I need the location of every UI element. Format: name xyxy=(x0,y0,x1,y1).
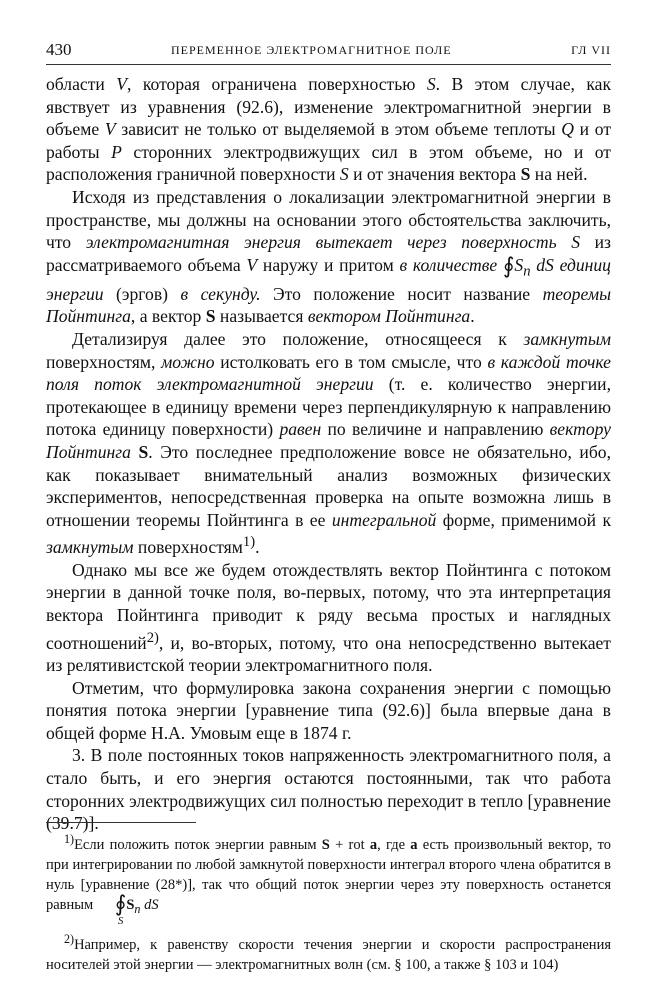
footnotes xyxy=(46,822,611,985)
contour-integral-icon: ∮ xyxy=(114,890,127,916)
page-number: 430 xyxy=(46,40,72,59)
paragraph-4: Однако мы все же будем отождествлять вектор Пойнтинга с потоком энергии в данной точке поля, во-первых, потому, что эта интерпретация вектора Пойнтинга приводит к ряду весьма простых и наглядных соотношений$^{2)}$, и, во-вторых, потому, что она непосредственно вытекает из релятивистской теории электромагнитного поля. xyxy=(46,559,611,676)
footnote-ref-2[interactable]: 2) xyxy=(146,629,159,646)
footnote-2: $^{2)}$Например, к равенству скорости течения энергии и скорости распространения носителей этой энергии — электромагнитных волн (см. § 100, а также § 103 и 104) xyxy=(46,931,611,973)
page-header xyxy=(46,38,611,65)
contour-integral-icon: ∮ xyxy=(502,252,515,278)
paragraph-6: 3. В поле постоянных токов напряженность электромагнитного поля, а стало быть, и его энергия остаются постоянными, так что работа сторонних электродвижущих сил полностью переходит в тепло [уравнение (39.7)]. xyxy=(46,745,611,834)
chapter-label: ГЛ VII xyxy=(571,43,611,57)
paragraph-5: Отметим, что формулировка закона сохранения энергии с помощью понятия потока энергии [уравнение типа (92.6)] была впервые дана в общей форме Н.А. Умовым еще в 1874 г. xyxy=(46,677,611,743)
paragraph-3: Детализируя далее это положение, относящееся к замкнутым поверхностям, можно истолковать его в том смысле, что в каждой точке поля поток электромагнитной энергии (т. е. количество энергии, протекающее в единицу времени через перпендикулярную к направлению потока единицу поверхности) равен по величине и направлению вектору Пойнтинга S. Это последнее предположение вовсе не обязательно, ибо, как показывает внимательный анализ возможных физических экспериментов, непосредственная проверка на опыте возможна лишь в отношении теоремы Пойнтинга в ее интегральной форме, применимой к замкнутым поверхностям$^{1)}$. xyxy=(46,329,611,558)
paragraph-1: области V, которая ограничена поверхностью S. В этом случае, как явствует из уравнения (92.6), изменение электромагнитной энергии в объеме V зависит не только от выделяемой в этом объеме теплоты Q и от работы P сторонних электродвижущих сил в этом объеме, но и от расположения граничной поверхности S и от значения вектора S на ней. xyxy=(46,74,612,185)
running-title: ПЕРЕМЕННОЕ ЭЛЕКТРОМАГНИТНОЕ ПОЛЕ xyxy=(171,43,452,57)
footnote-1: $^{1)}$Если положить поток энергии равным S + rot a, где a есть произвольный вектор, то при интегрировании по любой замкнутой поверхности интеграл второго члена обратится в нуль [уравнение (28*)], так что общий поток энергии через эту поверхность останется равным ∮ S $S_n$ dS xyxy=(46,832,611,927)
footnote-ref-1[interactable]: 1) xyxy=(242,534,256,551)
main-text xyxy=(46,73,611,835)
paragraph-2: Исходя из представления о локализации электромагнитной энергии в пространстве, мы должны на основании этого обстоятельства заключить, что электромагнитная энергия вытекает через поверхность S из рассматриваемого объема V наружу и притом в количестве $∮S_n$ dS единиц энергии (эргов) в секунду. Это положение носит название теоремы Пойнтинга, а вектор S называется вектором Пойнтинга. xyxy=(46,186,611,327)
footnote-divider xyxy=(46,822,196,823)
